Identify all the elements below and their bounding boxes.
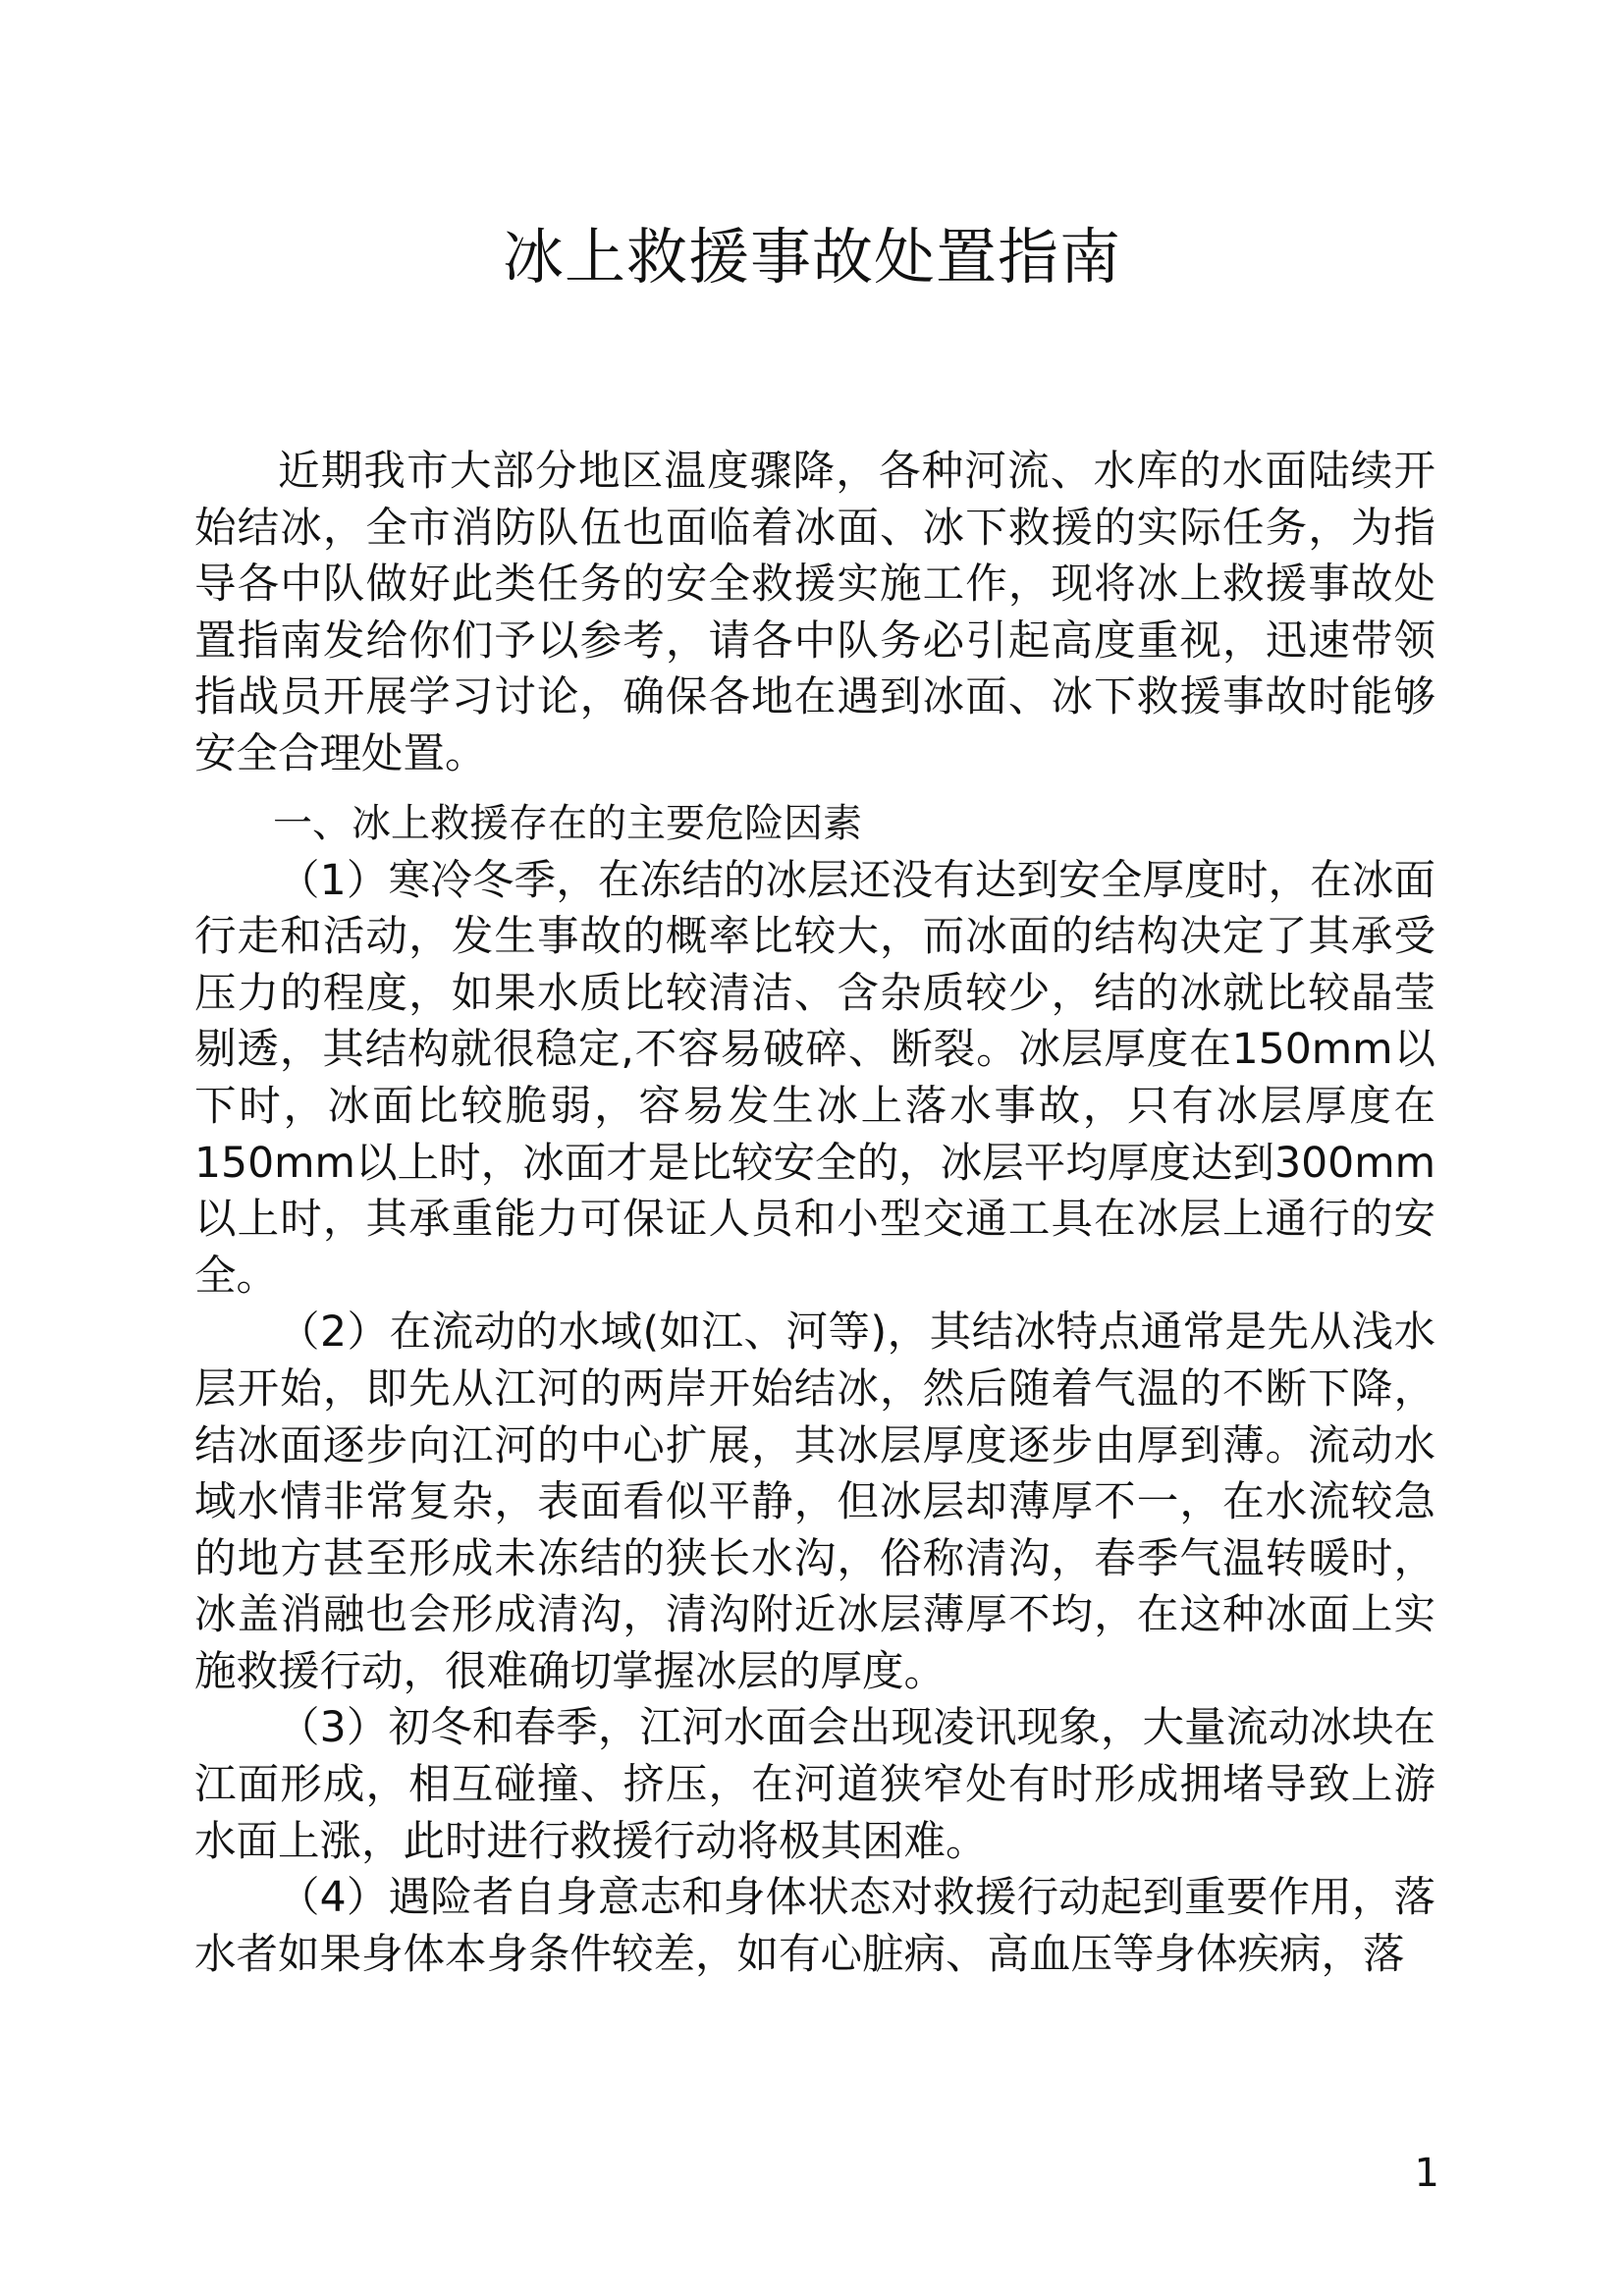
section-heading: 一、冰上救援存在的主要危险因素: [273, 800, 862, 846]
intro-paragraph: 近期我市大部分地区温度骤降，各种河流、水库的水面陆续开始结冰，全市消防队伍也面临着冰面、冰下救援的实际任务，为指导各中队做好此类任务的安全救援实施工作，现将冰上救援事故处置指南发给你们予以参考，请各中队务必引起高度重视，迅速带领指战员开展学习讨论，确保各地在遇到冰面、冰下救援事故时能够安全合理处置。: [194, 448, 1435, 778]
list-item: （3）初冬和春季，江河水面会出现凌讯现象，大量流动冰块在江面形成，相互碰撞、挤压，在河道狭窄处有时形成拥堵导致上游水面上涨，此时进行救援行动将极其困难。: [194, 1704, 1435, 1866]
list-item: （1）寒冷冬季，在冻结的冰层还没有达到安全厚度时，在冰面行走和活动，发生事故的概率比较大，而冰面的结构决定了其承受压力的程度，如果水质比较清洁、含杂质较少，结的冰就比较晶莹剔透，其结构就很稳定,不容易破碎、断裂。冰层厚度在150mm以下时，冰面比较脆弱，容易发生冰上落水事故，只有冰层厚度在150mm以上时，冰面才是比较安全的，冰层平均厚度达到300mm以上时，其承重能力可保证人员和小型交通工具在冰层上通行的安全。: [194, 856, 1435, 1301]
page-title: 冰上救援事故处置指南: [502, 221, 1121, 293]
page-number: 1: [1414, 2151, 1439, 2196]
list-item: （2）在流动的水域(如江、河等)，其结冰特点通常是先从浅水层开始，即先从江河的两岸开始结冰，然后随着气温的不断下降，结冰面逐步向江河的中心扩展，其冰层厚度逐步由厚到薄。流动水域水情非常复杂，表面看似平静，但冰层却薄厚不一，在水流较急的地方甚至形成未冻结的狭长水沟，俗称清沟，春季气温转暖时，冰盖消融也会形成清沟，清沟附近冰层薄厚不均，在这种冰面上实施救援行动，很难确切掌握冰层的厚度。: [194, 1308, 1435, 1696]
document-body: [194, 444, 1435, 1983]
list-item: （4）遇险者自身意志和身体状态对救援行动起到重要作用，落水者如果身体本身条件较差，如有心脏病、高血压等身体疾病，落: [194, 1874, 1435, 1979]
